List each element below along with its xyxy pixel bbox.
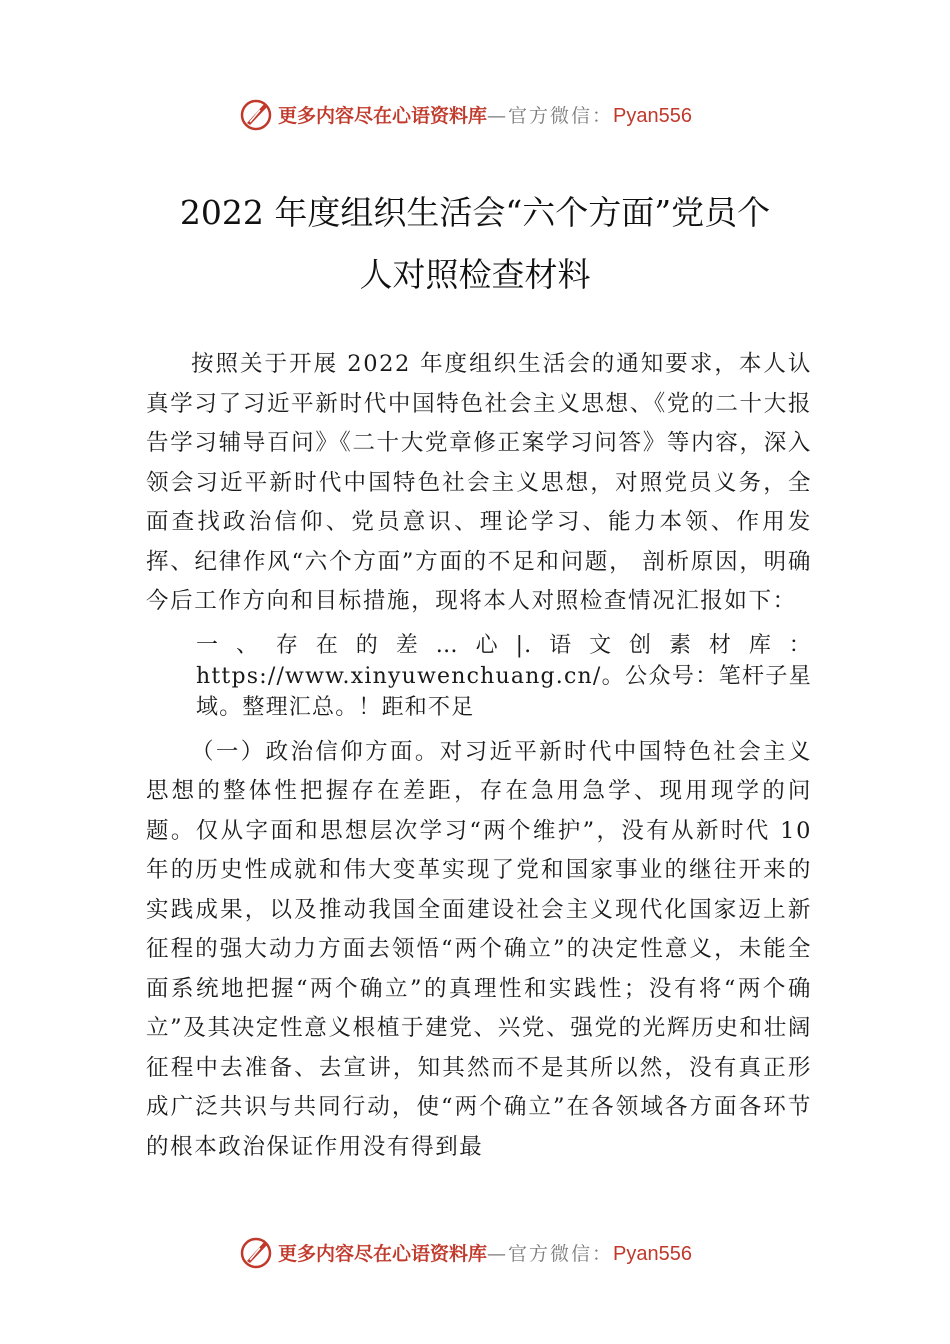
banner-dash: — (487, 104, 509, 127)
footer-banner (238, 1232, 758, 1272)
quill-logo-icon (238, 1234, 274, 1270)
quill-logo-icon (238, 96, 274, 132)
political-belief-paragraph: （一）政治信仰方面。对习近平新时代中国特色社会主义思想的整体性把握存在差距，存在急用急学、现用现学的问题。仅从字面和思想层次学习“两个维护”，没有从新时代 10 年的历史性成就和伟大变革实现了党和国家事业的继往开来的实践成果，以及推动我国全面建设社会主义现代化国家迈上新征程的强大动力方面去领悟“两个确立”的决定性意义，未能全面系统地把握“两个确立”的真理性和实践性；没有将“两个确立”及其决定性意义根植于建党、兴党、强党的光辉历史和壮阔征程中去准备、去宣讲，知其然而不是其所以然，没有真正形成广泛共识与共同行动，使“两个确立”在各领域各方面各环节的根本政治保证作用没有得到最 (146, 738, 812, 1160)
title-line-1: 2022 年度组织生活会“六个方面”党员个 (179, 193, 771, 232)
document-title (130, 182, 820, 306)
document-body (146, 345, 812, 1167)
footer-wechat-label: 官方微信： (508, 1242, 614, 1265)
footer-dash: — (487, 1242, 509, 1265)
banner-wechat-id: Pyan556 (613, 104, 692, 127)
section-heading-1: 一、存在的差…心|.语文创素材库：https://www.xinyuwenchuang.cn/。公众号：笔杆子星域。整理汇总。！距和不足 (196, 632, 812, 720)
banner-brand: 更多内容尽在心语资料库 (278, 104, 488, 127)
footer-brand: 更多内容尽在心语资料库 (278, 1242, 488, 1265)
header-banner (238, 94, 758, 134)
intro-paragraph: 按照关于开展 2022 年度组织生活会的通知要求，本人认真学习了习近平新时代中国特色社会主义思想、《党的二十大报告学习辅导百问》《二十大党章修正案学习问答》等内容，深入领会习近平新时代中国特色社会主义思想，对照党员义务，全面查找政治信仰、党员意识、理论学习、能力本领、作用发挥、纪律作风“六个方面”方面的不足和问题， 剖析原因，明确今后工作方向和目标措施，现将本人对照检查情况汇报如下： (146, 351, 812, 614)
title-line-2: 人对照检查材料 (359, 255, 591, 294)
banner-wechat-label: 官方微信： (508, 104, 614, 127)
footer-wechat-id: Pyan556 (613, 1242, 692, 1265)
